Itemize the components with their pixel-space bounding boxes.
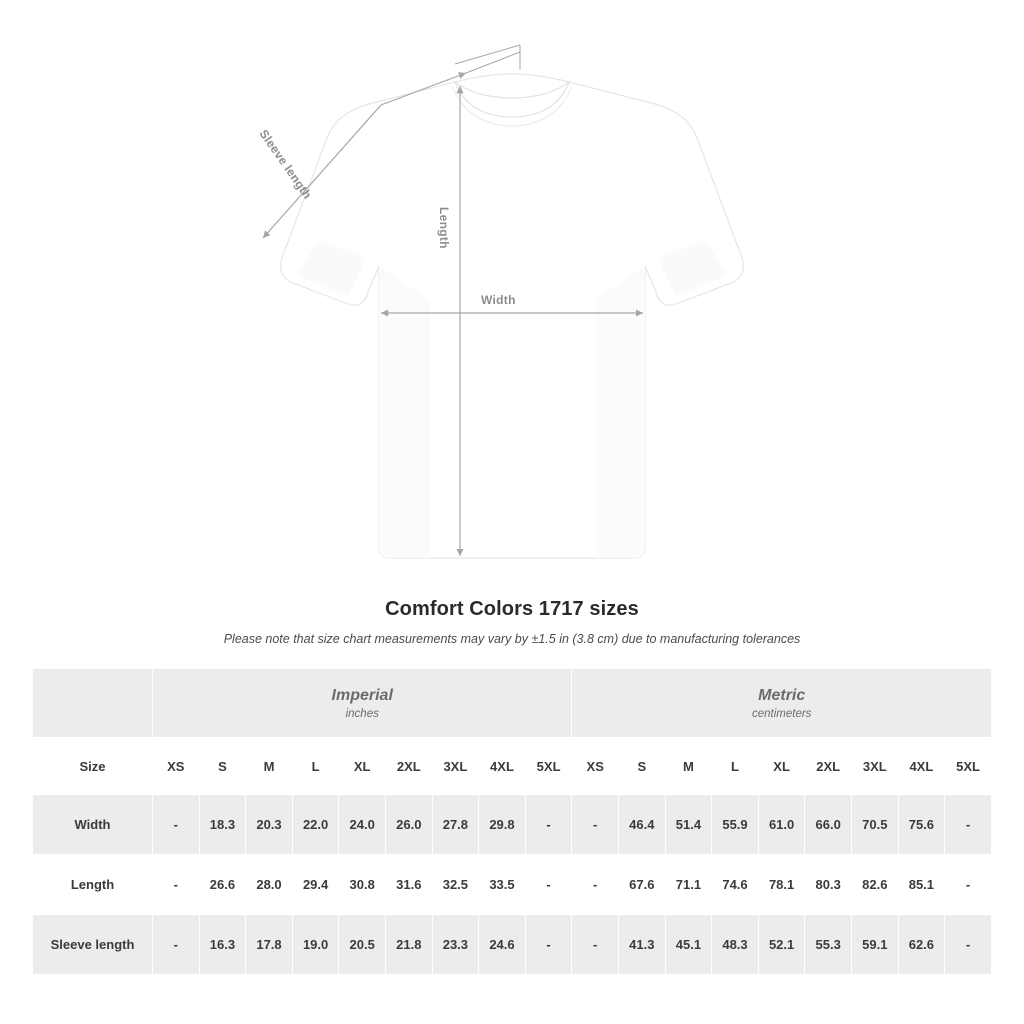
header-metric-xl: XL	[758, 738, 805, 795]
cell-length-metric-2xl: 80.3	[805, 855, 852, 915]
header-metric-xs: XS	[572, 738, 619, 795]
cell-width-imperial-l: 22.0	[292, 795, 339, 855]
tolerance-note: Please note that size chart measurements may vary by ±1.5 in (3.8 cm) due to manufacturing tolerances	[223, 632, 801, 646]
cell-length-metric-5xl: -	[945, 855, 992, 915]
header-imperial-xl: XL	[339, 738, 386, 795]
cell-width-metric-3xl: 70.5	[851, 795, 898, 855]
cell-width-metric-m: 51.4	[665, 795, 712, 855]
cell-length-metric-3xl: 82.6	[851, 855, 898, 915]
title-block	[0, 598, 1024, 646]
cell-width-metric-s: 46.4	[619, 795, 666, 855]
cell-sleeve-metric-3xl: 59.1	[851, 915, 898, 975]
header-imperial-l: L	[292, 738, 339, 795]
unit-corner-cell	[33, 669, 153, 738]
cell-sleeve-imperial-l: 19.0	[292, 915, 339, 975]
cell-width-imperial-4xl: 29.8	[479, 795, 526, 855]
unit-group-imperial-name: Imperial	[331, 687, 393, 704]
row-label-length: Length	[33, 855, 153, 915]
header-imperial-m: M	[246, 738, 293, 795]
cell-sleeve-metric-l: 48.3	[712, 915, 759, 975]
cell-width-imperial-xs: -	[153, 795, 200, 855]
header-imperial-s: S	[199, 738, 246, 795]
cell-sleeve-metric-4xl: 62.6	[898, 915, 945, 975]
cell-width-imperial-3xl: 27.8	[432, 795, 479, 855]
cell-width-imperial-5xl: -	[525, 795, 572, 855]
cell-width-metric-xs: -	[572, 795, 619, 855]
size-chart-table	[32, 668, 992, 975]
header-metric-2xl: 2XL	[805, 738, 852, 795]
header-imperial-3xl: 3XL	[432, 738, 479, 795]
cell-sleeve-metric-xl: 52.1	[758, 915, 805, 975]
cell-sleeve-metric-5xl: -	[945, 915, 992, 975]
tshirt-shape	[280, 74, 743, 558]
table-row-length	[33, 855, 992, 915]
unit-group-metric	[572, 669, 992, 738]
cell-sleeve-imperial-m: 17.8	[246, 915, 293, 975]
cell-sleeve-imperial-xl: 20.5	[339, 915, 386, 975]
cell-width-metric-4xl: 75.6	[898, 795, 945, 855]
cell-sleeve-imperial-5xl: -	[525, 915, 572, 975]
header-imperial-2xl: 2XL	[385, 738, 432, 795]
cell-width-metric-2xl: 66.0	[805, 795, 852, 855]
cell-sleeve-imperial-2xl: 21.8	[385, 915, 432, 975]
header-metric-3xl: 3XL	[851, 738, 898, 795]
size-corner-label: Size	[33, 738, 153, 795]
cell-width-metric-xl: 61.0	[758, 795, 805, 855]
header-metric-4xl: 4XL	[898, 738, 945, 795]
cell-length-metric-l: 74.6	[712, 855, 759, 915]
cell-length-imperial-xl: 30.8	[339, 855, 386, 915]
unit-header-row	[33, 669, 992, 738]
header-imperial-xs: XS	[153, 738, 200, 795]
cell-sleeve-imperial-4xl: 24.6	[479, 915, 526, 975]
row-label-sleeve-length: Sleeve length	[33, 915, 153, 975]
table-row-width	[33, 795, 992, 855]
cell-width-metric-5xl: -	[945, 795, 992, 855]
cell-length-metric-xl: 78.1	[758, 855, 805, 915]
size-chart-table-wrap	[32, 668, 992, 975]
cell-length-imperial-3xl: 32.5	[432, 855, 479, 915]
cell-width-imperial-xl: 24.0	[339, 795, 386, 855]
size-header-row	[33, 738, 992, 795]
cell-sleeve-metric-s: 41.3	[619, 915, 666, 975]
cell-length-metric-s: 67.6	[619, 855, 666, 915]
cell-sleeve-metric-xs: -	[572, 915, 619, 975]
cell-length-imperial-4xl: 33.5	[479, 855, 526, 915]
header-imperial-4xl: 4XL	[479, 738, 526, 795]
sleeve-length-label: Sleeve length	[256, 127, 315, 202]
header-metric-m: M	[665, 738, 712, 795]
cell-sleeve-imperial-s: 16.3	[199, 915, 246, 975]
cell-width-imperial-2xl: 26.0	[385, 795, 432, 855]
cell-length-imperial-s: 26.6	[199, 855, 246, 915]
unit-group-imperial-sub: inches	[345, 708, 379, 720]
cell-width-imperial-s: 18.3	[199, 795, 246, 855]
cell-length-imperial-xs: -	[153, 855, 200, 915]
cell-width-metric-l: 55.9	[712, 795, 759, 855]
cell-width-imperial-m: 20.3	[246, 795, 293, 855]
unit-group-imperial	[153, 669, 572, 738]
row-label-width: Width	[33, 795, 153, 855]
cell-sleeve-metric-2xl: 55.3	[805, 915, 852, 975]
cell-length-imperial-5xl: -	[525, 855, 572, 915]
cell-length-imperial-l: 29.4	[292, 855, 339, 915]
header-metric-l: L	[712, 738, 759, 795]
header-metric-5xl: 5XL	[945, 738, 992, 795]
cell-sleeve-imperial-3xl: 23.3	[432, 915, 479, 975]
header-metric-s: S	[619, 738, 666, 795]
cell-sleeve-metric-m: 45.1	[665, 915, 712, 975]
unit-group-metric-sub: centimeters	[751, 708, 812, 720]
cell-length-metric-xs: -	[572, 855, 619, 915]
header-imperial-5xl: 5XL	[525, 738, 572, 795]
unit-group-metric-name: Metric	[758, 687, 806, 704]
width-label: Width	[481, 293, 516, 307]
length-label: Length	[437, 207, 451, 249]
table-row-sleeve-length	[33, 915, 992, 975]
cell-sleeve-imperial-xs: -	[153, 915, 200, 975]
page-title: Comfort Colors 1717 sizes	[385, 598, 639, 620]
cell-length-imperial-m: 28.0	[246, 855, 293, 915]
cell-length-metric-4xl: 85.1	[898, 855, 945, 915]
cell-length-metric-m: 71.1	[665, 855, 712, 915]
cell-length-imperial-2xl: 31.6	[385, 855, 432, 915]
